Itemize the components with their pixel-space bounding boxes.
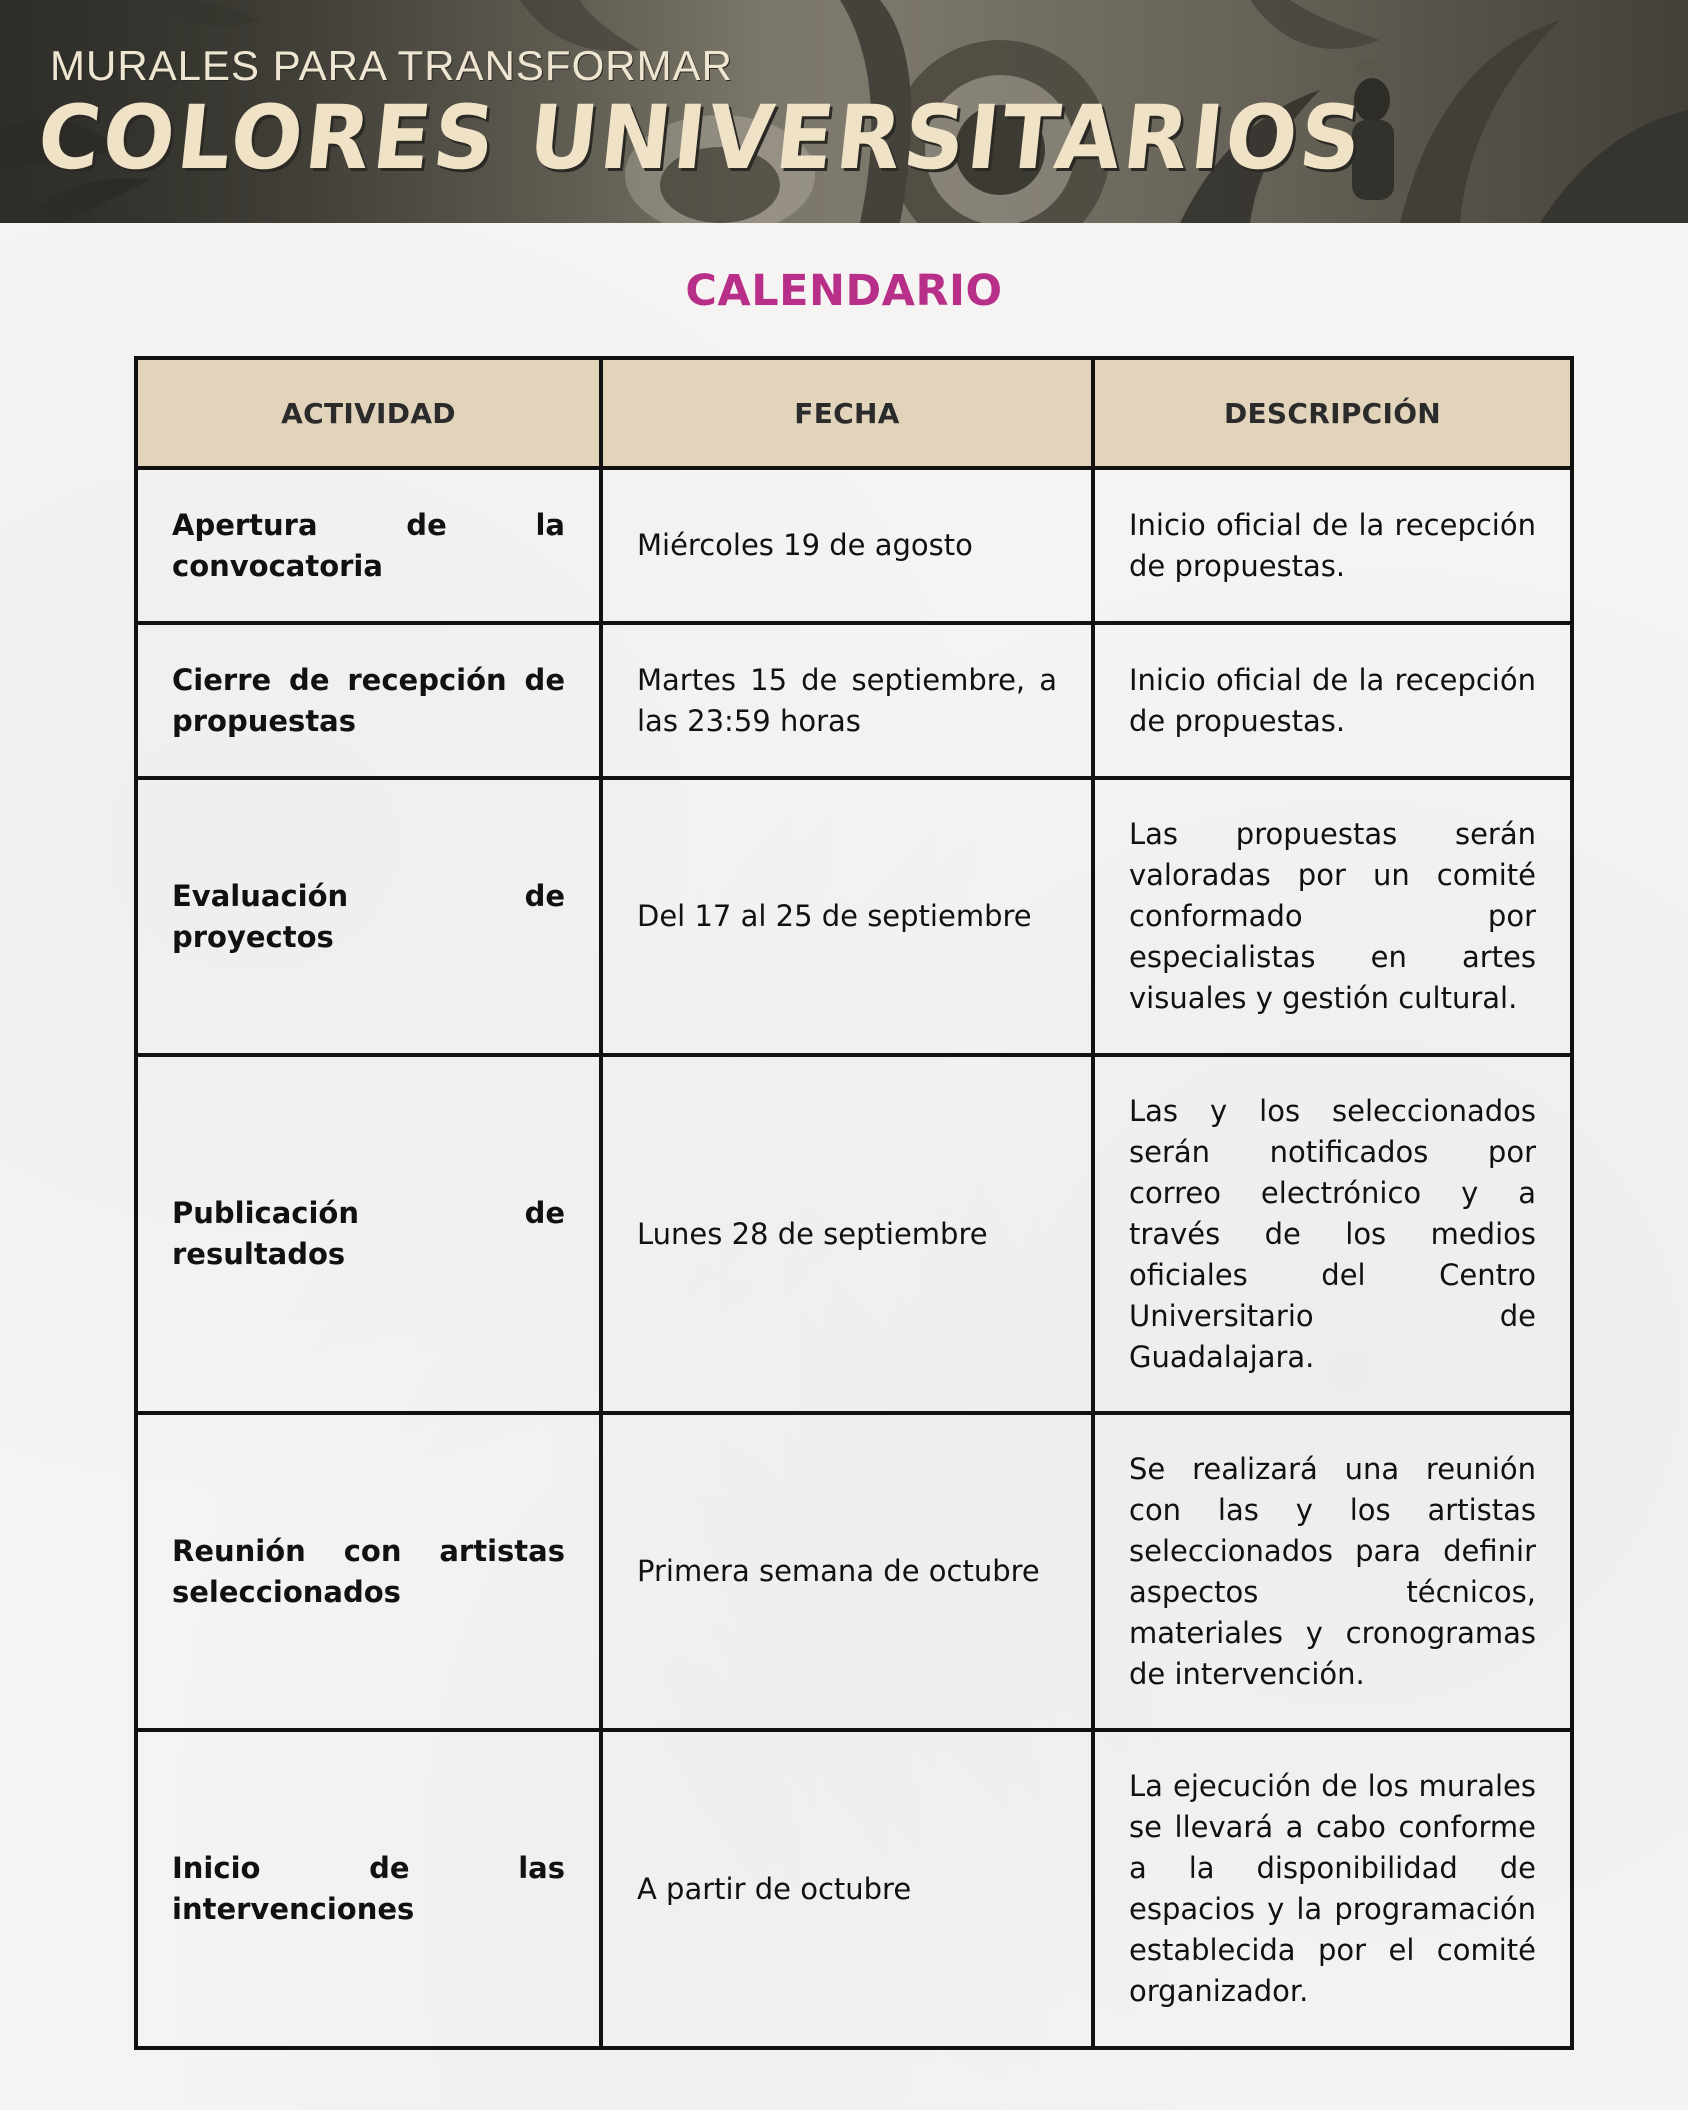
cell-descripcion: La ejecución de los murales se llevará a cabo conforme a la disponibilidad de espacios y la programación establecida por el comité organizador. xyxy=(1093,1730,1572,2048)
cell-descripcion: Inicio oficial de la recepción de propuestas. xyxy=(1093,623,1572,778)
header-fecha: FECHA xyxy=(601,358,1093,468)
page-title: CALENDARIO xyxy=(685,266,1003,316)
banner-kicker: MURALES PARA TRANSFORMAR xyxy=(50,42,733,89)
cell-descripcion: Las propuestas serán valoradas por un comité conformado por especialistas en artes visuales y gestión cultural. xyxy=(1093,778,1572,1055)
cell-actividad: Cierre de recepción de propuestas xyxy=(136,623,601,778)
banner-title: COLORES UNIVERSITARIOS xyxy=(33,86,1370,189)
cell-actividad: Reunión con artistas seleccionados xyxy=(136,1413,601,1730)
cell-descripcion: Se realizará una reunión con las y los artistas seleccionados para definir aspectos técnicos, materiales y cronogramas de intervención. xyxy=(1093,1413,1572,1730)
table-row xyxy=(136,623,1572,778)
table-row xyxy=(136,468,1572,623)
header-actividad: ACTIVIDAD xyxy=(136,358,601,468)
table-row xyxy=(136,778,1572,1055)
cell-actividad: Evaluación de proyectos xyxy=(136,778,601,1055)
cell-actividad: Inicio de las intervenciones xyxy=(136,1730,601,2048)
cell-fecha: Miércoles 19 de agosto xyxy=(601,468,1093,623)
table-row xyxy=(136,1730,1572,2048)
header-banner xyxy=(0,0,1688,223)
cell-actividad: Publicación de resultados xyxy=(136,1055,601,1413)
cell-fecha: Primera semana de octubre xyxy=(601,1413,1093,1730)
header-descripcion: DESCRIPCIÓN xyxy=(1093,358,1572,468)
cell-fecha: Lunes 28 de septiembre xyxy=(601,1055,1093,1413)
table-row xyxy=(136,1055,1572,1413)
cell-descripcion: Inicio oficial de la recepción de propuestas. xyxy=(1093,468,1572,623)
cell-fecha: Martes 15 de septiembre, a las 23:59 horas xyxy=(601,623,1093,778)
cell-actividad: Apertura de la convocatoria xyxy=(136,468,601,623)
table-row xyxy=(136,1413,1572,1730)
cell-fecha: Del 17 al 25 de septiembre xyxy=(601,778,1093,1055)
table-header-row xyxy=(136,358,1572,468)
calendar-table xyxy=(134,356,1574,2050)
cell-fecha: A partir de octubre xyxy=(601,1730,1093,2048)
cell-descripcion: Las y los seleccionados serán notificados por correo electrónico y a través de los medios oficiales del Centro Universitario de Guadalajara. xyxy=(1093,1055,1572,1413)
